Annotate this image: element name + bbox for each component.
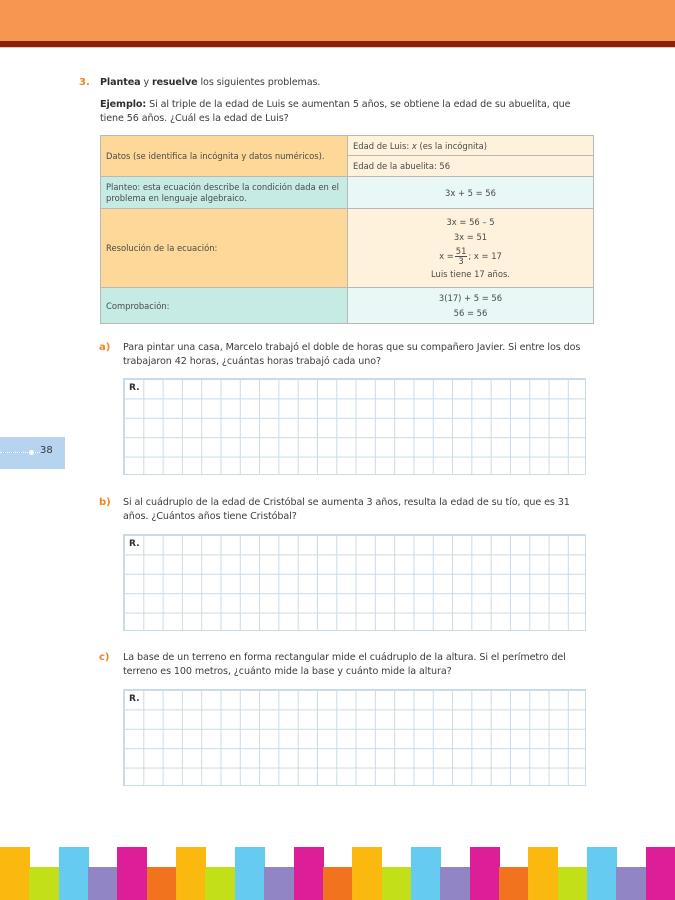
problem-a-letter: a) [99, 342, 111, 353]
example-statement [100, 98, 597, 126]
footer-bar [235, 847, 265, 900]
comp-step-1: 3(17) + 5 = 56 [438, 292, 503, 303]
answer-label: R. [129, 694, 140, 704]
page-number-tab [0, 437, 65, 469]
footer-bar [59, 847, 89, 900]
header-rule-light [0, 47, 675, 48]
datos-label: Datos (se identifica la incógnita y datos numéricos). [101, 136, 348, 177]
footer-bar [440, 867, 470, 900]
instruction-verb-2: resuelve [151, 77, 198, 88]
exercise-number: 3. [79, 77, 90, 88]
res-step-2: 3x = 51 [453, 231, 488, 242]
footer-bar [205, 867, 235, 900]
example-label: Ejemplo: [100, 99, 147, 110]
footer-bar [470, 847, 500, 900]
footer-bar [0, 847, 30, 900]
footer-bar [352, 847, 382, 900]
footer-bar [558, 867, 588, 900]
footer-bar [499, 867, 529, 900]
answer-label: R. [129, 383, 140, 393]
res-conclusion: Luis tiene 17 años. [431, 268, 510, 279]
problem-c-letter: c) [99, 652, 110, 663]
footer-bar [264, 867, 294, 900]
planteo-label: Planteo: esta ecuación describe la condición dada en el problema en lenguaje algebraico. [101, 177, 348, 209]
planteo-equation: 3x + 5 = 56 [348, 177, 594, 209]
problem-b-answer-grid[interactable] [123, 534, 586, 631]
footer-bar [411, 847, 441, 900]
footer-bar [88, 867, 118, 900]
answer-label: R. [129, 539, 140, 549]
datos-value-2: Edad de la abuelita: 56 [348, 156, 594, 177]
problem-a-answer-grid[interactable] [123, 378, 586, 475]
problem-a-text: Para pintar una casa, Marcelo trabajó el doble de horas que su compañero Javier. Si entre los dos trabajaron 42 horas, ¿cuántas horas trabajó cada uno? [123, 342, 581, 367]
page-number: 38 [40, 445, 53, 456]
res-step-1: 3x = 56 – 5 [446, 216, 495, 227]
footer-bar [323, 867, 353, 900]
problem-b-text: Si al cuádruplo de la edad de Cristóbal se aumenta 3 años, resulta la edad de su tío, que es 31 años. ¿Cuántos años tiene Cristóbal? [123, 497, 570, 522]
footer-bar [528, 847, 558, 900]
footer-bar [616, 867, 646, 900]
header-band [0, 0, 675, 41]
res-step-3: x = $\frac{51}{3}$ ; x = 17 [439, 245, 502, 266]
footer-bar [294, 847, 324, 900]
example-text: Si al triple de la edad de Luis se aumentan 5 años, se obtiene la edad de su abuelita, que tiene 56 años. ¿Cuál es la edad de Luis? [100, 99, 571, 124]
footer-bar [147, 867, 177, 900]
footer-bar [29, 867, 59, 900]
datos-value-1: Edad de Luis: x (es la incógnita) [348, 136, 594, 156]
example-table [100, 135, 594, 324]
problem-b-letter: b) [99, 497, 111, 508]
footer-bar [587, 847, 617, 900]
dotted-leader [0, 452, 40, 453]
comp-step-2: 56 = 56 [453, 307, 488, 318]
comprobacion-label: Comprobación: [101, 288, 348, 324]
instruction-connector: y [140, 77, 152, 88]
instruction-rest: los siguientes problemas. [197, 77, 321, 88]
footer-bar [176, 847, 206, 900]
exercise-instruction [100, 76, 600, 90]
footer-bar [117, 847, 147, 900]
footer-bar [382, 867, 412, 900]
problem-c-answer-grid[interactable] [123, 689, 586, 786]
footer-color-bars [0, 847, 675, 900]
instruction-verb-1: Plantea [100, 77, 141, 88]
resolucion-steps [348, 209, 594, 288]
fraction: $\frac{51}{3}$ [455, 245, 467, 266]
comprobacion-steps [348, 288, 594, 324]
problem-c-text: La base de un terreno en forma rectangular mide el cuádruplo de la altura. Si el perímetro del terreno es 100 metros, ¿cuánto mide la base y cuánto mide la altura? [123, 652, 566, 677]
bullet-dot-icon [29, 450, 34, 455]
footer-bar [646, 847, 675, 900]
resolucion-label: Resolución de la ecuación: [101, 209, 348, 288]
